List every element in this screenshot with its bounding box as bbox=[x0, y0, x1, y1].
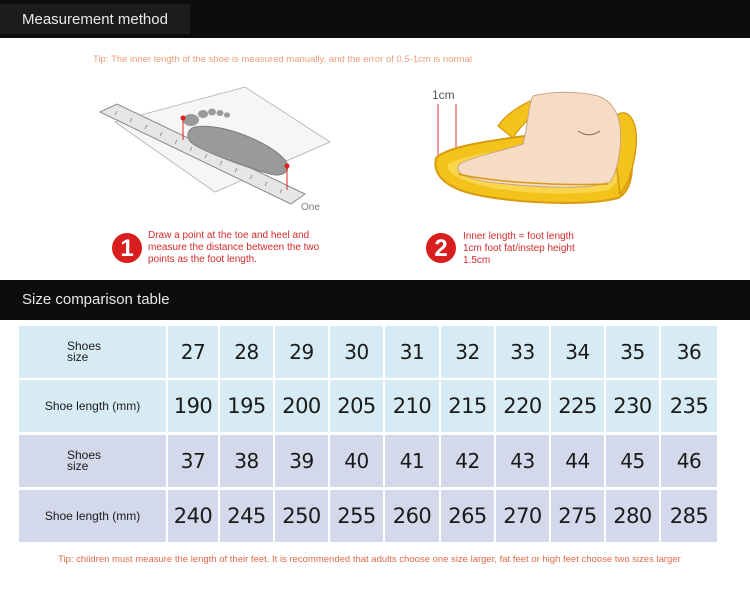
size-cell: 29 bbox=[274, 325, 329, 379]
size-cell: 42 bbox=[440, 434, 495, 488]
length-cell: 210 bbox=[384, 379, 440, 433]
measurement-header-title: Measurement method bbox=[22, 11, 168, 28]
shoe-length-label: Shoe length (mm) bbox=[18, 489, 167, 543]
size-cell: 45 bbox=[605, 434, 660, 488]
table-row bbox=[18, 489, 718, 543]
table-row bbox=[18, 325, 718, 379]
size-table-title: Size comparison table bbox=[22, 291, 170, 308]
size-cell: 38 bbox=[219, 434, 274, 488]
step-1-line-1: Draw a point at the toe and heel and bbox=[148, 230, 310, 241]
length-cell: 230 bbox=[605, 379, 660, 433]
length-cell: 215 bbox=[440, 379, 495, 433]
step-2-line-3: 1.5cm bbox=[463, 255, 491, 266]
size-cell: 32 bbox=[440, 325, 495, 379]
step-2-text bbox=[463, 231, 613, 267]
shoe-size-label-line: size bbox=[67, 350, 89, 364]
gap-label: 1cm bbox=[432, 88, 455, 102]
size-cell: 37 bbox=[167, 434, 219, 488]
step-1-line-3: points as the foot length. bbox=[148, 254, 257, 265]
table-row bbox=[18, 434, 718, 488]
length-cell: 190 bbox=[167, 379, 219, 433]
length-cell: 285 bbox=[660, 489, 718, 543]
shoe-size-label-line: size bbox=[67, 459, 89, 473]
length-cell: 280 bbox=[605, 489, 660, 543]
length-cell: 250 bbox=[274, 489, 329, 543]
size-cell: 30 bbox=[329, 325, 384, 379]
step-1-text bbox=[148, 230, 348, 266]
length-cell: 270 bbox=[495, 489, 550, 543]
length-cell: 275 bbox=[550, 489, 605, 543]
step-1-line-2: measure the distance between the two bbox=[148, 242, 320, 253]
size-cell: 44 bbox=[550, 434, 605, 488]
measurement-header bbox=[0, 0, 750, 38]
measurement-tip: Tip: The inner length of the shoe is measured manually, and the error of 0.5-1cm is normal bbox=[93, 54, 472, 65]
size-cell: 35 bbox=[605, 325, 660, 379]
length-cell: 245 bbox=[219, 489, 274, 543]
size-cell: 41 bbox=[384, 434, 440, 488]
length-cell: 200 bbox=[274, 379, 329, 433]
size-cell: 27 bbox=[167, 325, 219, 379]
size-cell: 34 bbox=[550, 325, 605, 379]
shoe-size-label bbox=[18, 434, 167, 488]
step-2-line-1: Inner length = foot length bbox=[463, 231, 574, 242]
table-row bbox=[18, 379, 718, 433]
shoe-size-label-line: Shoes bbox=[67, 339, 102, 353]
step-2-line-2: 1cm foot fat/instep height bbox=[463, 243, 575, 254]
step-2-number: 2 bbox=[426, 233, 456, 263]
size-cell: 28 bbox=[219, 325, 274, 379]
sizing-tip: Tip: children must measure the length of their feet. It is recommended that adults choose one size larger, fat feet or high feet choose two sizes larger bbox=[58, 554, 681, 565]
length-cell: 225 bbox=[550, 379, 605, 433]
length-cell: 260 bbox=[384, 489, 440, 543]
size-cell: 40 bbox=[329, 434, 384, 488]
length-cell: 255 bbox=[329, 489, 384, 543]
foot-in-shoe-illustration bbox=[428, 86, 648, 211]
length-cell: 195 bbox=[219, 379, 274, 433]
length-cell: 220 bbox=[495, 379, 550, 433]
size-cell: 36 bbox=[660, 325, 718, 379]
length-cell: 235 bbox=[660, 379, 718, 433]
step-1-number: 1 bbox=[112, 233, 142, 263]
size-cell: 33 bbox=[495, 325, 550, 379]
size-cell: 43 bbox=[495, 434, 550, 488]
size-cell: 31 bbox=[384, 325, 440, 379]
length-cell: 205 bbox=[329, 379, 384, 433]
size-cell: 46 bbox=[660, 434, 718, 488]
size-cell: 39 bbox=[274, 434, 329, 488]
foot-ruler-illustration bbox=[95, 82, 335, 222]
size-table-header bbox=[0, 280, 750, 320]
shoe-size-label-line: Shoes bbox=[67, 448, 102, 462]
length-cell: 265 bbox=[440, 489, 495, 543]
ruler-label: One bbox=[301, 202, 320, 213]
shoe-size-label bbox=[18, 325, 167, 379]
length-cell: 240 bbox=[167, 489, 219, 543]
shoe-length-label: Shoe length (mm) bbox=[18, 379, 167, 433]
